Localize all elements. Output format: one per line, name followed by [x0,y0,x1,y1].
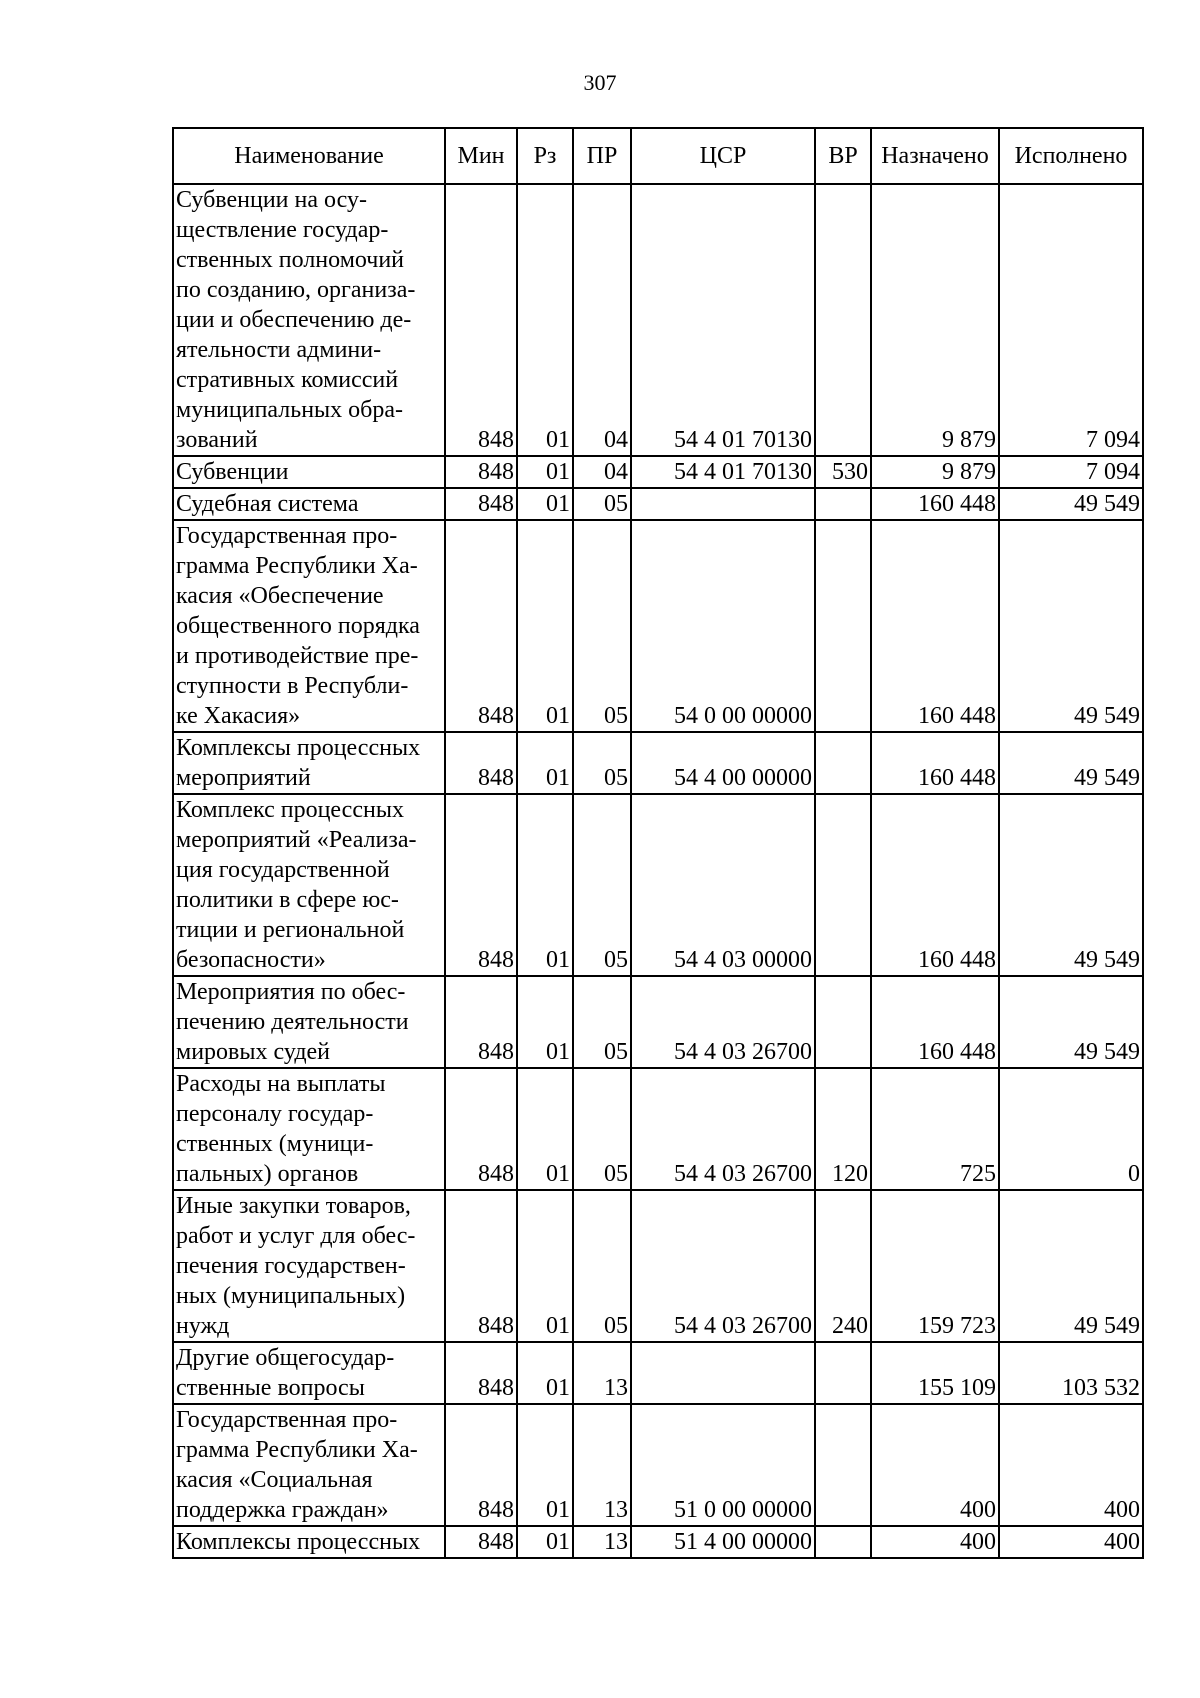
name-line: зований [176,427,258,453]
name-line: касия «Социальная [176,1467,373,1493]
cell-rz: 01 [517,1526,573,1558]
cell-assigned: 400 [871,1404,999,1526]
cell-csr [631,1342,815,1404]
name-line: ке Хакасия» [176,703,301,729]
cell-assigned: 400 [871,1526,999,1558]
table-row [173,488,1143,520]
name-line: Другие общегосудар- [176,1345,395,1371]
cell-rz: 01 [517,456,573,488]
cell-name [173,520,445,732]
cell-name [173,184,445,456]
budget-table [172,127,1144,1559]
cell-executed: 49 549 [999,520,1143,732]
cell-pr: 05 [573,488,631,520]
cell-rz: 01 [517,1190,573,1342]
cell-vr [815,794,871,976]
cell-name [173,1342,445,1404]
cell-rz: 01 [517,1342,573,1404]
cell-executed: 7 094 [999,184,1143,456]
table-row [173,184,1143,456]
cell-assigned: 160 448 [871,976,999,1068]
cell-pr: 05 [573,976,631,1068]
cell-vr: 530 [815,456,871,488]
name-line: ществление государ- [176,217,389,243]
cell-min: 848 [445,1190,517,1342]
cell-csr: 54 4 03 00000 [631,794,815,976]
header-vr: ВР [815,128,871,184]
cell-assigned: 160 448 [871,488,999,520]
name-line: Субвенции на осу- [176,187,367,213]
name-line: Судебная система [176,491,359,517]
name-line: ции и обеспечению де- [176,307,412,333]
cell-pr: 13 [573,1526,631,1558]
name-line: ственных полномочий [176,247,405,273]
cell-vr [815,1526,871,1558]
cell-name [173,976,445,1068]
name-line: Расходы на выплаты [176,1071,386,1097]
header-min: Мин [445,128,517,184]
name-line: ственные вопросы [176,1375,365,1401]
cell-rz: 01 [517,1404,573,1526]
name-line: ция государственной [176,857,390,883]
name-line: мероприятий «Реализа- [176,827,417,853]
cell-min: 848 [445,1404,517,1526]
name-line: ступности в Республи- [176,673,409,699]
cell-vr [815,976,871,1068]
name-line: общественного порядка [176,613,420,639]
cell-executed: 49 549 [999,976,1143,1068]
name-line: ных (муниципальных) [176,1283,406,1309]
cell-assigned: 155 109 [871,1342,999,1404]
cell-assigned: 9 879 [871,456,999,488]
cell-assigned: 160 448 [871,520,999,732]
cell-assigned: 160 448 [871,794,999,976]
name-line: касия «Обеспечение [176,583,384,609]
table-row [173,520,1143,732]
cell-executed: 400 [999,1526,1143,1558]
cell-rz: 01 [517,1068,573,1190]
table-row [173,1342,1143,1404]
cell-executed: 103 532 [999,1342,1143,1404]
name-line: нужд [176,1313,230,1339]
cell-rz: 01 [517,488,573,520]
cell-min: 848 [445,1068,517,1190]
table-row [173,1190,1143,1342]
cell-executed: 49 549 [999,1190,1143,1342]
cell-assigned: 159 723 [871,1190,999,1342]
cell-name [173,488,445,520]
cell-csr: 54 4 03 26700 [631,1190,815,1342]
cell-min: 848 [445,488,517,520]
cell-csr [631,488,815,520]
cell-name [173,732,445,794]
name-line: мировых судей [176,1039,331,1065]
cell-assigned: 9 879 [871,184,999,456]
cell-assigned: 160 448 [871,732,999,794]
cell-assigned: 725 [871,1068,999,1190]
name-line: безопасности» [176,947,326,973]
cell-pr: 05 [573,1190,631,1342]
cell-min: 848 [445,1526,517,1558]
cell-executed: 7 094 [999,456,1143,488]
cell-min: 848 [445,794,517,976]
name-line: по созданию, организа- [176,277,416,303]
cell-vr [815,520,871,732]
cell-rz: 01 [517,794,573,976]
cell-rz: 01 [517,732,573,794]
name-line: печению деятельности [176,1009,409,1035]
cell-pr: 04 [573,456,631,488]
table-body [173,184,1143,1558]
name-line: ятельности админи- [176,337,382,363]
table-row [173,732,1143,794]
cell-rz: 01 [517,976,573,1068]
cell-vr [815,732,871,794]
header-assigned: Назначено [871,128,999,184]
table-row [173,1404,1143,1526]
cell-executed: 400 [999,1404,1143,1526]
name-line: Комплексы процессных [176,735,421,761]
name-line: ственных (муници- [176,1131,374,1157]
name-line: печения государствен- [176,1253,406,1279]
cell-vr: 120 [815,1068,871,1190]
cell-csr: 51 4 00 00000 [631,1526,815,1558]
cell-min: 848 [445,976,517,1068]
table-row [173,456,1143,488]
name-line: и противодействие пре- [176,643,419,669]
cell-rz: 01 [517,520,573,732]
name-line: мероприятий [176,765,311,791]
name-line: персоналу государ- [176,1101,374,1127]
name-line: Иные закупки товаров, [176,1193,411,1219]
cell-vr: 240 [815,1190,871,1342]
cell-name [173,1404,445,1526]
cell-name [173,456,445,488]
header-name: Наименование [173,128,445,184]
header-rz: Рз [517,128,573,184]
name-line: муниципальных обра- [176,397,404,423]
cell-pr: 04 [573,184,631,456]
cell-pr: 13 [573,1342,631,1404]
name-line: Государственная про- [176,1407,398,1433]
header-pr: ПР [573,128,631,184]
cell-pr: 05 [573,794,631,976]
cell-csr: 51 0 00 00000 [631,1404,815,1526]
cell-csr: 54 4 01 70130 [631,184,815,456]
cell-name [173,1068,445,1190]
cell-executed: 49 549 [999,794,1143,976]
cell-csr: 54 4 03 26700 [631,1068,815,1190]
cell-rz: 01 [517,184,573,456]
table-row [173,976,1143,1068]
table-row [173,794,1143,976]
cell-pr: 13 [573,1404,631,1526]
table-row [173,1526,1143,1558]
cell-executed: 49 549 [999,732,1143,794]
cell-min: 848 [445,184,517,456]
name-line: тиции и региональной [176,917,405,943]
cell-name [173,1190,445,1342]
cell-vr [815,184,871,456]
cell-pr: 05 [573,732,631,794]
page-number: 307 [583,70,617,95]
name-line: политики в сфере юс- [176,887,399,913]
name-line: работ и услуг для обес- [176,1223,416,1249]
cell-pr: 05 [573,520,631,732]
name-line: грамма Республики Ха- [176,553,418,579]
name-line: пальных) органов [176,1161,359,1187]
cell-name [173,1526,445,1558]
cell-executed: 49 549 [999,488,1143,520]
name-line: стративных комиссий [176,367,399,393]
cell-vr [815,1342,871,1404]
header-csr: ЦСР [631,128,815,184]
header-executed: Исполнено [999,128,1143,184]
name-line: Субвенции [176,459,289,485]
table-row [173,1068,1143,1190]
name-line: Комплексы процессных [176,1529,421,1555]
name-line: поддержка граждан» [176,1497,389,1523]
cell-executed: 0 [999,1068,1143,1190]
name-line: Мероприятия по обес- [176,979,406,1005]
cell-min: 848 [445,1342,517,1404]
cell-vr [815,488,871,520]
cell-pr: 05 [573,1068,631,1190]
name-line: Государственная про- [176,523,398,549]
table-header-row [173,128,1143,184]
name-line: грамма Республики Ха- [176,1437,418,1463]
cell-csr: 54 4 00 00000 [631,732,815,794]
cell-csr: 54 4 01 70130 [631,456,815,488]
cell-min: 848 [445,456,517,488]
cell-min: 848 [445,732,517,794]
cell-vr [815,1404,871,1526]
cell-csr: 54 4 03 26700 [631,976,815,1068]
cell-csr: 54 0 00 00000 [631,520,815,732]
cell-name [173,794,445,976]
cell-min: 848 [445,520,517,732]
name-line: Комплекс процессных [176,797,404,823]
